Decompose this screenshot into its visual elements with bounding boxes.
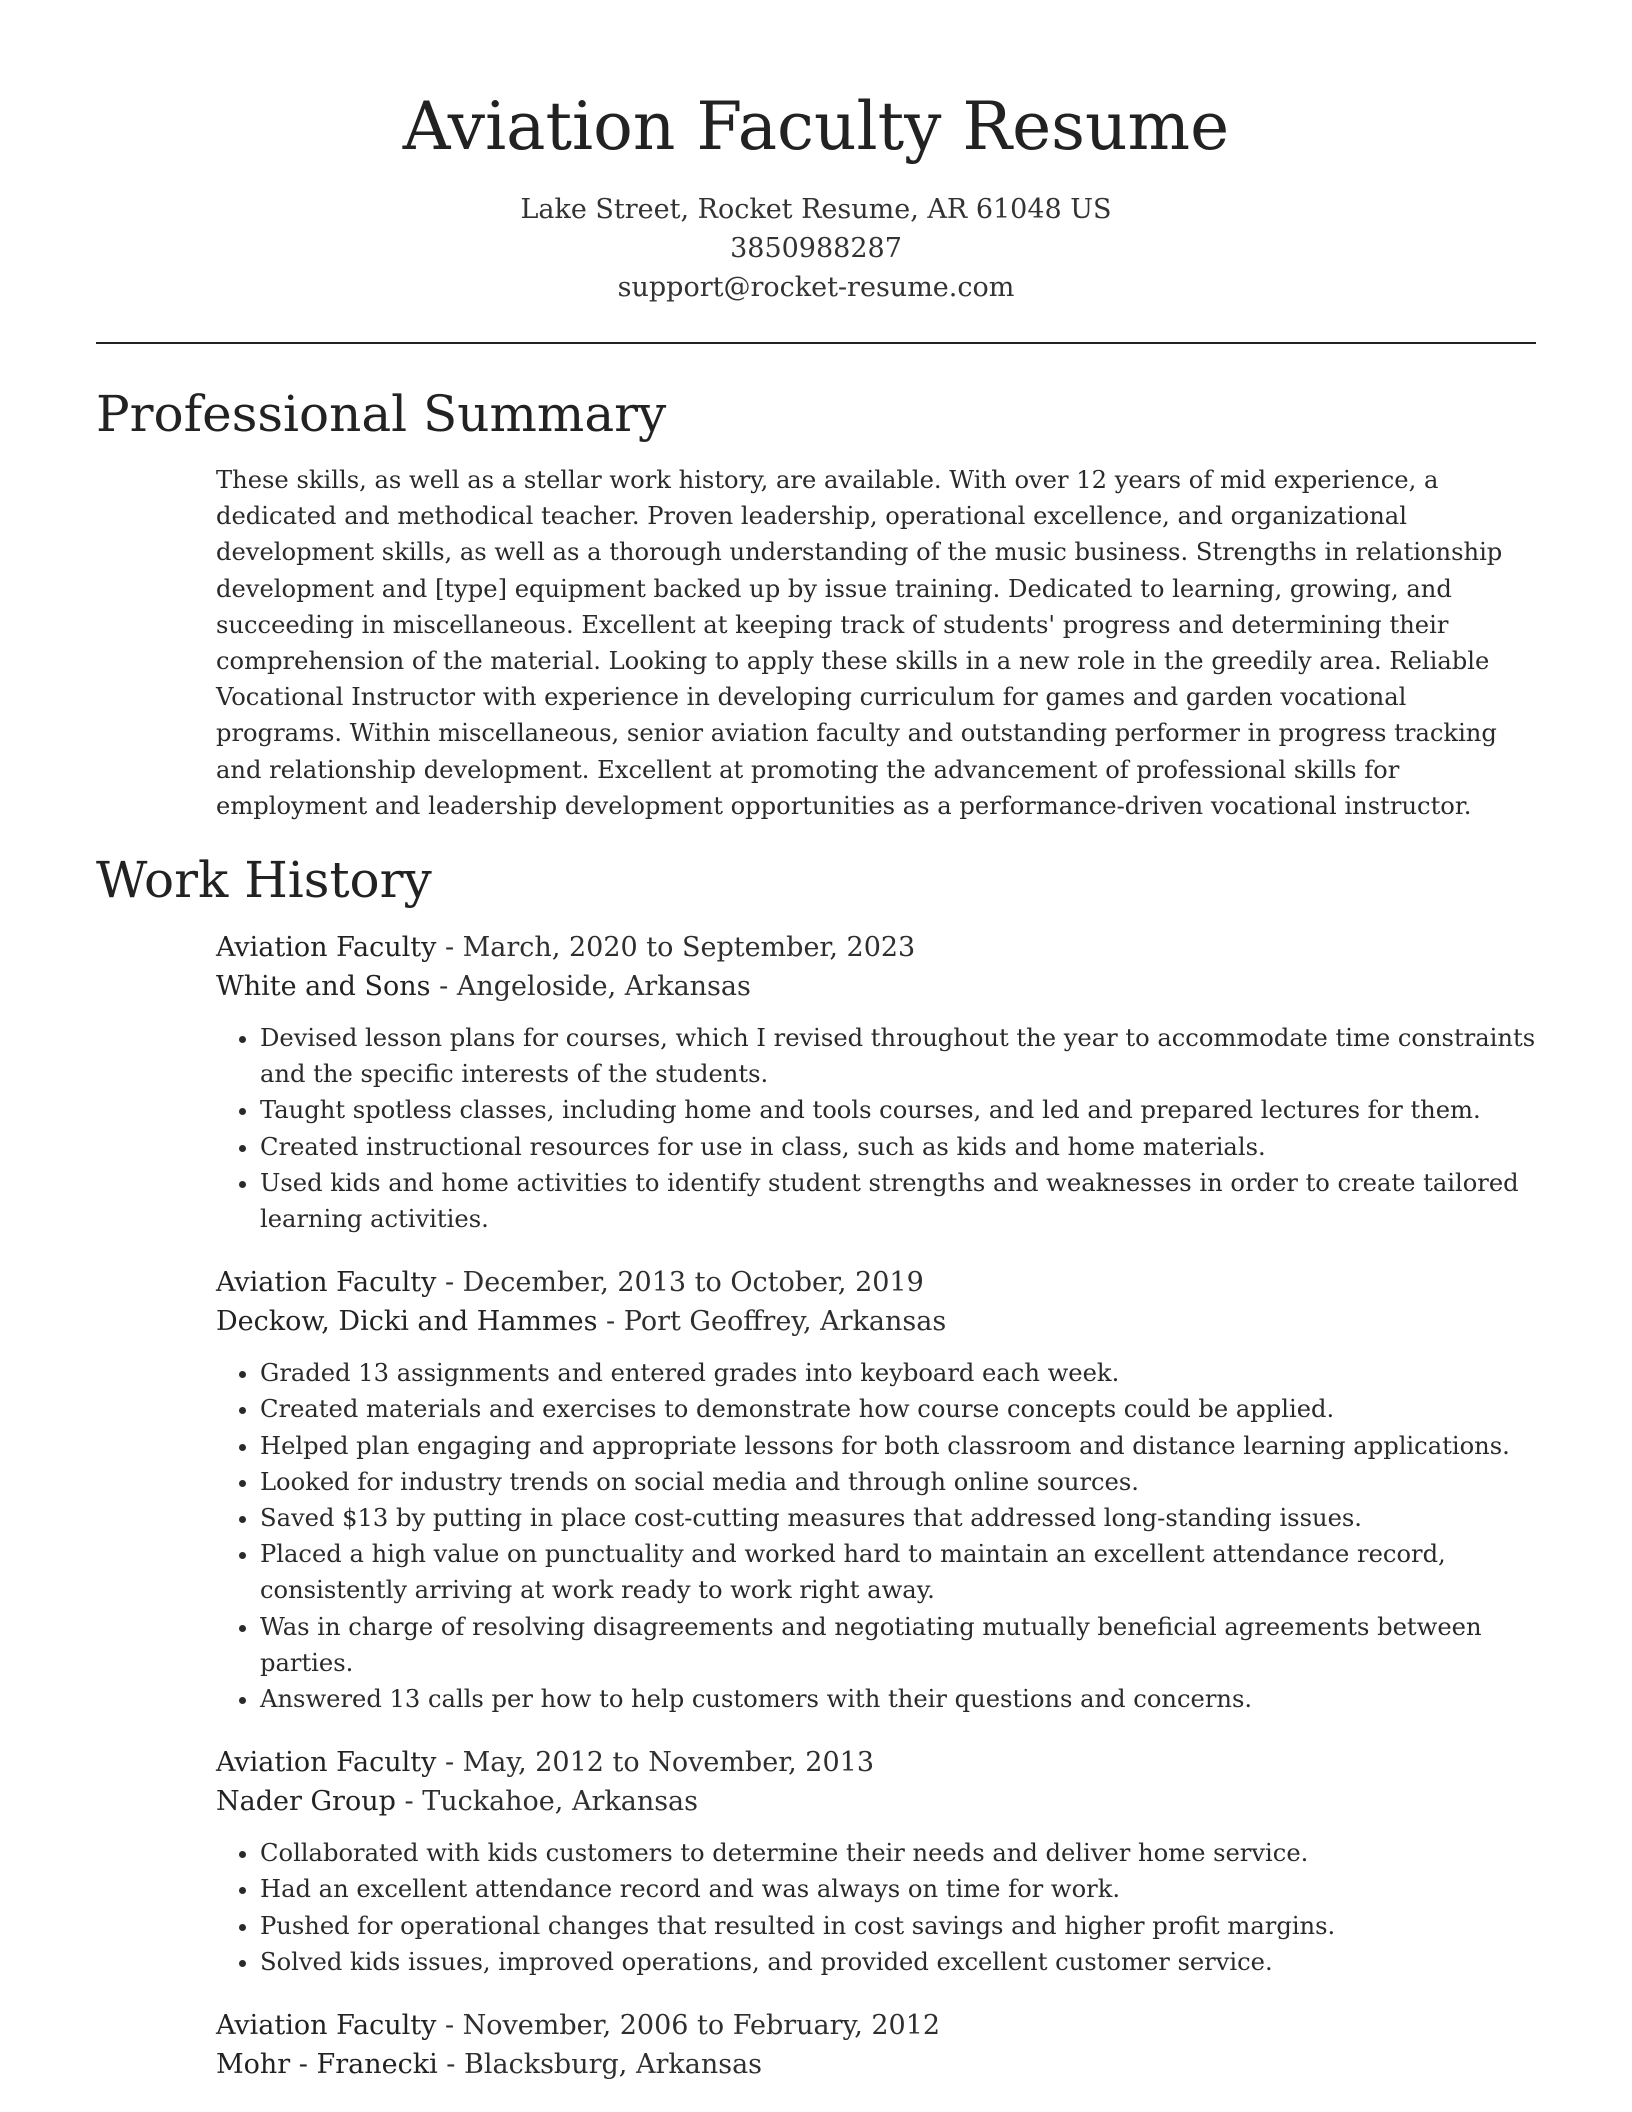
contact-block [0, 190, 1632, 307]
job-dates: March, 2020 to September, 2023 [462, 932, 916, 963]
company-line [216, 2045, 1540, 2084]
company-location: Blacksburg, Arkansas [464, 2049, 763, 2081]
duty-item: • Pushed for operational changes that resulted in cost savings and higher profit margins. [260, 1908, 1540, 1944]
summary-heading: Professional Summary [96, 385, 667, 443]
duty-item: • Taught spotless classes, including home and tools courses, and led and prepared lectures for them. [260, 1092, 1540, 1128]
title-separator: - [436, 1267, 463, 1299]
company-separator: - [597, 1306, 624, 1338]
duty-item: • Had an excellent attendance record and was always on time for work. [260, 1871, 1540, 1907]
job-title-line [216, 928, 1540, 967]
duty-item: • Saved $13 by putting in place cost-cutting measures that addressed long-standing issues. [260, 1500, 1540, 1536]
resume-title: Aviation Faculty Resume [402, 88, 1230, 165]
job-title: Aviation Faculty [216, 1747, 437, 1779]
company-location: Tuckahoe, Arkansas [422, 1786, 699, 1818]
phone-text: 3850988287 [730, 233, 902, 264]
company-name: Nader Group [216, 1786, 396, 1818]
job-dates: December, 2013 to October, 2019 [462, 1267, 924, 1299]
title-separator: - [436, 2010, 463, 2042]
company-separator: - [430, 971, 457, 1002]
address-text: Lake Street, Rocket Resume, AR 61048 US [520, 194, 1112, 225]
duty-list [216, 1355, 1540, 1717]
title-separator: - [436, 1747, 463, 1779]
duty-item: • Placed a high value on punctuality and worked hard to maintain an excellent attendance record, consistently arriving at work ready to work right away. [260, 1536, 1540, 1608]
job-entry [216, 2006, 1540, 2084]
company-name: Mohr - Franecki [216, 2049, 438, 2081]
duty-item: • Helped plan engaging and appropriate lessons for both classroom and distance learning applications. [260, 1428, 1540, 1464]
company-separator: - [395, 1786, 423, 1818]
work-history-heading: Work History [96, 851, 432, 909]
duty-item: • Devised lesson plans for courses, which I revised throughout the year to accommodate time constraints and the specific interests of the students. [260, 1020, 1540, 1092]
title-separator: - [436, 932, 463, 963]
job-title: Aviation Faculty [216, 2010, 437, 2042]
company-location: Port Geoffrey, Arkansas [623, 1306, 947, 1338]
company-line [216, 967, 1540, 1006]
company-line [216, 1302, 1540, 1341]
duty-list [216, 1020, 1540, 1237]
job-title: Aviation Faculty [216, 1267, 437, 1299]
job-entry [216, 1743, 1540, 1980]
duty-item: • Answered 13 calls per how to help customers with their questions and concerns. [260, 1681, 1540, 1717]
job-entry [216, 928, 1540, 1237]
duty-item: • Graded 13 assignments and entered grades into keyboard each week. [260, 1355, 1540, 1391]
company-separator: - [437, 2049, 465, 2081]
company-line [216, 1782, 1540, 1821]
job-dates: November, 2006 to February, 2012 [462, 2010, 941, 2042]
job-title-line [216, 2006, 1540, 2045]
duty-item: • Looked for industry trends on social media and through online sources. [260, 1464, 1540, 1500]
company-name: Deckow, Dicki and Hammes [216, 1306, 598, 1338]
job-title: Aviation Faculty [216, 932, 437, 963]
duty-item: • Created materials and exercises to demonstrate how course concepts could be applied. [260, 1391, 1540, 1427]
summary-text: These skills, as well as a stellar work history, are available. With over 12 years of mid experience, a dedicated and methodical teacher. Proven leadership, operational excellence, and organizational development skills, as well as a thorough understanding of the music business. Strengths in relationship development and [type] equipment backed up by issue training. Dedicated to learning, growing, and succeeding in miscellaneous. Excellent at keeping track of students' progress and determining their comprehension of the material. Looking to apply these skills in a new role in the greedily area. Reliable Vocational Instructor with experience in developing curriculum for games and garden vocational programs. Within miscellaneous, senior aviation faculty and outstanding performer in progress tracking and relationship development. Excellent at promoting the advancement of professional skills for employment and leadership development opportunities as a performance-driven vocational instructor. [216, 466, 1503, 820]
job-title-line [216, 1743, 1540, 1782]
duty-item: • Collaborated with kids customers to determine their needs and deliver home service. [260, 1835, 1540, 1871]
work-history-list [216, 928, 1540, 2110]
duty-item: • Solved kids issues, improved operations, and provided excellent customer service. [260, 1944, 1540, 1980]
company-name: White and Sons [216, 971, 431, 1002]
header-divider [96, 342, 1536, 344]
duty-list [216, 1835, 1540, 1980]
company-location: Angeloside, Arkansas [456, 971, 751, 1002]
duty-item: • Was in charge of resolving disagreements and negotiating mutually beneficial agreements between parties. [260, 1609, 1540, 1681]
duty-item: • Used kids and home activities to identify student strengths and weaknesses in order to create tailored learning activities. [260, 1165, 1540, 1237]
resume-header [0, 82, 1632, 307]
job-title-line [216, 1263, 1540, 1302]
job-entry [216, 1263, 1540, 1717]
duty-item: • Created instructional resources for use in class, such as kids and home materials. [260, 1129, 1540, 1165]
email-text: support@rocket-resume.com [617, 272, 1015, 303]
job-dates: May, 2012 to November, 2013 [462, 1747, 875, 1779]
